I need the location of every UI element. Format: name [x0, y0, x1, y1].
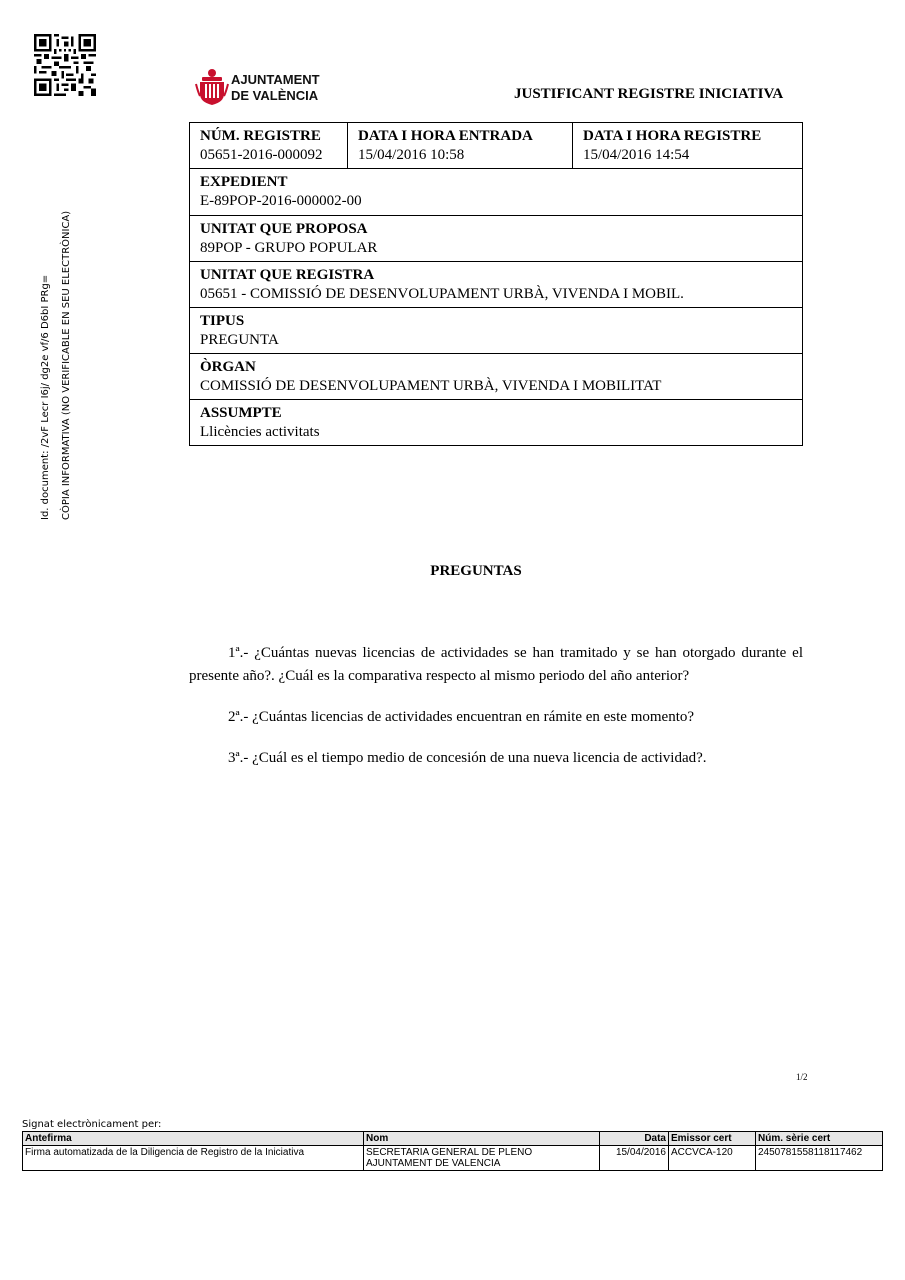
page-number: 1/2: [796, 1072, 808, 1082]
registra-label: UNITAT QUE REGISTRA: [200, 267, 375, 283]
questions-title: PREGUNTAS: [430, 563, 522, 579]
assumpte-cell: [190, 400, 803, 446]
assumpte-label: ASSUMPTE: [200, 405, 282, 421]
registra-value: 05651 - COMISSIÓ DE DESENVOLUPAMENT URBÀ, VIVENDA I MOBIL.: [200, 286, 684, 302]
cell-serie: 2450781558118117462: [756, 1146, 883, 1171]
tipus-cell: [190, 308, 803, 354]
city-crest-icon: [195, 68, 229, 106]
document-title: JUSTIFICANT REGISTRE INICIATIVA: [514, 86, 784, 102]
cell-nom: [364, 1146, 600, 1171]
nom-line-1: SECRETARIA GENERAL DE PLENO: [366, 1147, 533, 1158]
assumpte-value: Llicències activitats: [200, 424, 320, 440]
logo-line-2: DE VALÈNCIA: [231, 88, 319, 103]
entrada-label: DATA I HORA ENTRADA: [358, 128, 533, 144]
num-registre-label: NÚM. REGISTRE: [200, 128, 321, 144]
registra-cell: [190, 262, 803, 308]
organ-label: ÒRGAN: [200, 359, 256, 375]
tipus-value: PREGUNTA: [200, 332, 279, 348]
num-registre-cell: [190, 123, 348, 169]
entrada-value: 15/04/2016 10:58: [358, 147, 465, 163]
signature-table: [22, 1131, 883, 1171]
registry-row-header: [190, 123, 803, 169]
logo-text: [231, 72, 320, 104]
question-2: 2ª.- ¿Cuántas licencias de actividades encuentran en rámite en este momento?: [228, 709, 695, 725]
header-data: Data: [600, 1132, 669, 1146]
question-3: 3ª.- ¿Cuál es el tiempo medio de concesión de una nueva licencia de actividad?.: [228, 750, 707, 766]
signature-row: [23, 1146, 883, 1171]
expedient-cell: [190, 169, 803, 216]
copy-notice-text: CÒPIA INFORMATIVA (NO VERIFICABLE EN SEU ELECTRÒNICA): [61, 210, 72, 520]
signature-label: Signat electrònicament per:: [22, 1119, 162, 1130]
organ-cell: [190, 354, 803, 400]
ajuntament-logo: [195, 68, 335, 108]
registre-cell: [573, 123, 803, 169]
qr-code: [34, 34, 96, 96]
header-emissor: Emissor cert: [669, 1132, 756, 1146]
nom-line-2: AJUNTAMENT DE VALENCIA: [366, 1158, 501, 1169]
signature-header-row: [23, 1132, 883, 1146]
expedient-value: E-89POP-2016-000002-00: [200, 193, 362, 209]
num-registre-value: 05651-2016-000092: [200, 147, 323, 163]
proposa-value: 89POP - GRUPO POPULAR: [200, 240, 378, 256]
header-antefirma: Antefirma: [23, 1132, 364, 1146]
logo-line-1: AJUNTAMENT: [231, 72, 320, 87]
cell-antefirma: Firma automatizada de la Diligencia de Registro de la Iniciativa: [23, 1146, 364, 1171]
registre-label: DATA I HORA REGISTRE: [583, 128, 762, 144]
id-document-text: Id. document: /2vF Lecr I6j/ dg2e vf/6 D6bI PRg=: [40, 274, 51, 520]
cell-data: 15/04/2016: [600, 1146, 669, 1171]
registre-value: 15/04/2016 14:54: [583, 147, 690, 163]
entrada-cell: [348, 123, 573, 169]
proposa-cell: [190, 216, 803, 262]
question-1: 1ª.- ¿Cuántas nuevas licencias de actividades se han tramitado y se han otorgado durante el presente año?. ¿Cuál es la comparativa respecto al mismo periodo del año anterior?: [189, 645, 803, 684]
registry-table: [189, 122, 803, 446]
organ-value: COMISSIÓ DE DESENVOLUPAMENT URBÀ, VIVENDA I MOBILITAT: [200, 378, 662, 394]
expedient-label: EXPEDIENT: [200, 174, 288, 190]
cell-emissor: ACCVCA-120: [669, 1146, 756, 1171]
tipus-label: TIPUS: [200, 313, 245, 329]
header-serie: Núm. sèrie cert: [756, 1132, 883, 1146]
header-nom: Nom: [364, 1132, 600, 1146]
proposa-label: UNITAT QUE PROPOSA: [200, 221, 368, 237]
